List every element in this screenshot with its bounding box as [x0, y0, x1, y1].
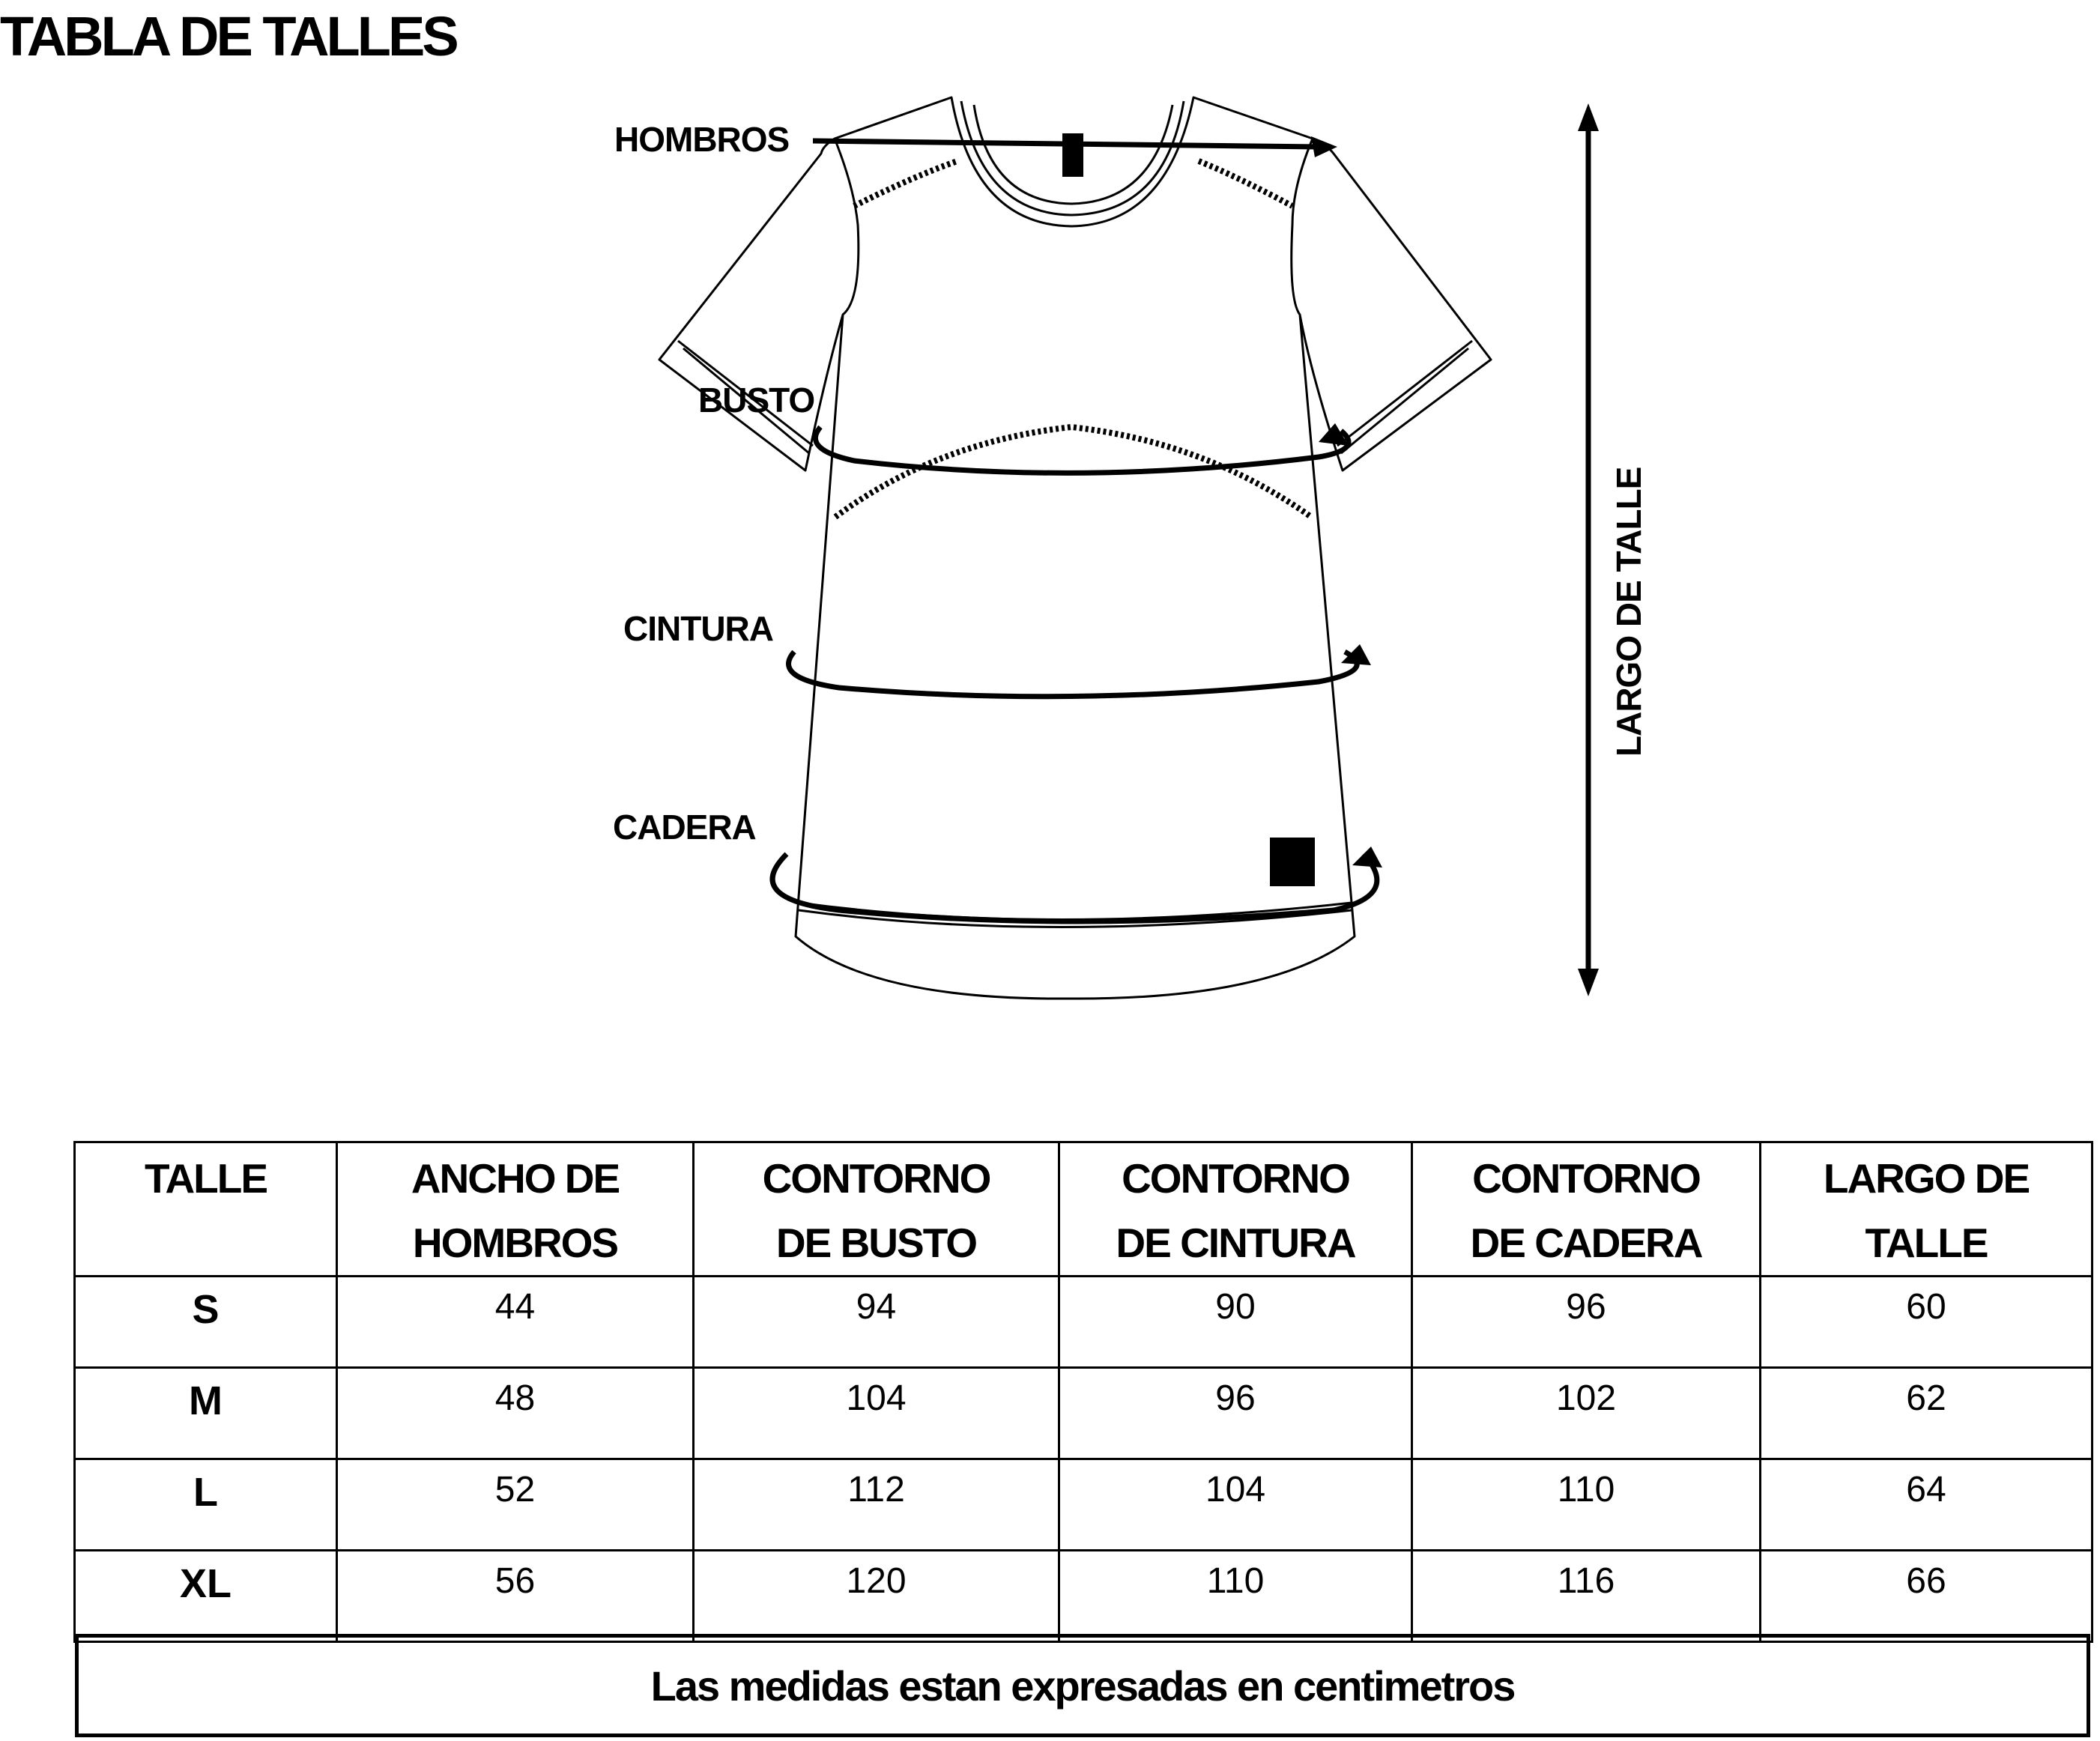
table-cell: 52 [337, 1459, 694, 1551]
size-table [73, 1141, 2093, 1643]
table-cell: 90 [1059, 1277, 1412, 1368]
hem-label-tag [1270, 838, 1315, 886]
units-note: Las medidas estan expresadas en centimetros [75, 1634, 2090, 1737]
table-header-row [75, 1142, 2093, 1277]
table-cell: 60 [1761, 1277, 2093, 1368]
table-cell: 96 [1059, 1368, 1412, 1459]
table-cell: 120 [694, 1551, 1059, 1642]
table-cell: 62 [1761, 1368, 2093, 1459]
table-cell: 56 [337, 1551, 694, 1642]
table-cell: 66 [1761, 1551, 2093, 1642]
measurement-arrows [772, 112, 1588, 981]
table-cell: 104 [1059, 1459, 1412, 1551]
label-shoulders: HOMBROS [614, 120, 790, 159]
table-row [75, 1368, 2093, 1459]
label-hip: CADERA [613, 808, 756, 847]
label-length: LARGO DE TALLE [1609, 467, 1648, 757]
arrow-heads [1311, 103, 1599, 996]
column-header-waist: CONTORNO DE CINTURA [1059, 1142, 1412, 1277]
table-row [75, 1277, 2093, 1368]
bust-measure-line [815, 427, 1349, 473]
shoulders-measure-line [813, 141, 1319, 147]
table-cell: 112 [694, 1459, 1059, 1551]
table-cell: 102 [1412, 1368, 1761, 1459]
column-header-bust: CONTORNO DE BUSTO [694, 1142, 1059, 1277]
size-cell: S [75, 1277, 337, 1368]
table-cell: 110 [1412, 1459, 1761, 1551]
table-cell: 94 [694, 1277, 1059, 1368]
waist-measure-line [789, 652, 1358, 697]
table-cell: 44 [337, 1277, 694, 1368]
table-row [75, 1551, 2093, 1642]
column-header-size: TALLE [75, 1142, 337, 1277]
column-header-shoulder-width: ANCHO DE HOMBROS [337, 1142, 694, 1277]
column-header-length: LARGO DE TALLE [1761, 1142, 2093, 1277]
size-cell: L [75, 1459, 337, 1551]
label-waist: CINTURA [623, 609, 773, 648]
size-cell: XL [75, 1551, 337, 1642]
page-title: TABLA DE TALLES [0, 5, 456, 67]
neck-label-tag [1062, 133, 1083, 177]
size-cell: M [75, 1368, 337, 1459]
table-cell: 48 [337, 1368, 694, 1459]
table-cell: 104 [694, 1368, 1059, 1459]
table-cell: 116 [1412, 1551, 1761, 1642]
label-bust: BUSTO [698, 381, 815, 420]
table-row [75, 1459, 2093, 1551]
table-cell: 110 [1059, 1551, 1412, 1642]
table-cell: 64 [1761, 1459, 2093, 1551]
column-header-hip: CONTORNO DE CADERA [1412, 1142, 1761, 1277]
table-cell: 96 [1412, 1277, 1761, 1368]
